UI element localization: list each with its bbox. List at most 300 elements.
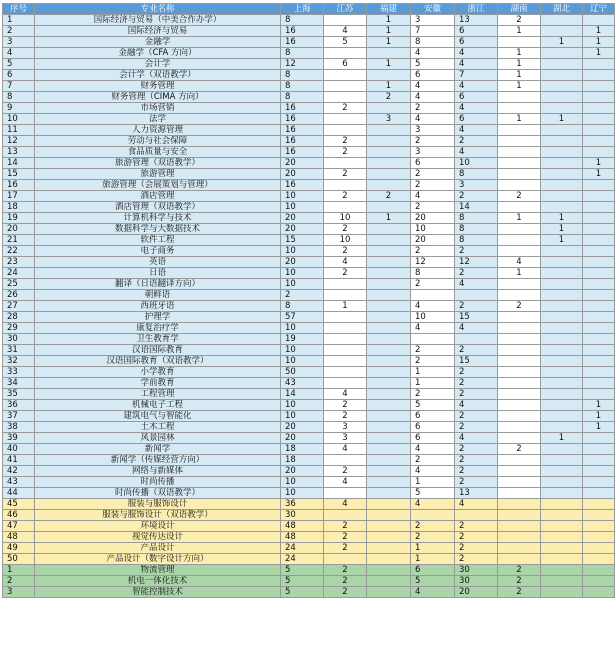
zhejiang-cell — [455, 334, 498, 345]
fujian-cell: 1 — [367, 59, 411, 70]
header-fujian: 福建 — [367, 4, 411, 15]
zhejiang-cell: 8 — [455, 224, 498, 235]
jiangsu-cell — [324, 312, 367, 323]
jiangsu-cell — [324, 345, 367, 356]
jiangsu-cell: 3 — [324, 433, 367, 444]
shanghai-cell: 20 — [281, 224, 324, 235]
hubei-cell: 1 — [541, 224, 583, 235]
anhui-cell: 2 — [411, 532, 455, 543]
jiangsu-cell: 4 — [324, 389, 367, 400]
zhejiang-cell: 2 — [455, 444, 498, 455]
table-row — [3, 334, 615, 345]
jiangsu-cell — [324, 323, 367, 334]
shanghai-cell: 36 — [281, 499, 324, 510]
zhejiang-cell: 2 — [455, 246, 498, 257]
hubei-cell — [541, 246, 583, 257]
liaoning-cell — [583, 257, 615, 268]
row-index-cell: 26 — [3, 290, 35, 301]
zhejiang-cell: 4 — [455, 59, 498, 70]
fujian-cell — [367, 301, 411, 312]
zhejiang-cell: 2 — [455, 191, 498, 202]
hunan-cell — [498, 136, 541, 147]
header-index: 序号 — [3, 4, 35, 15]
major-name-cell: 小学教育 — [35, 367, 281, 378]
table-row — [3, 169, 615, 180]
anhui-cell: 4 — [411, 444, 455, 455]
fujian-cell — [367, 532, 411, 543]
anhui-cell: 20 — [411, 235, 455, 246]
table-row — [3, 433, 615, 444]
jiangsu-cell — [324, 180, 367, 191]
hunan-cell — [498, 521, 541, 532]
hubei-cell — [541, 257, 583, 268]
liaoning-cell — [583, 455, 615, 466]
anhui-cell: 2 — [411, 455, 455, 466]
major-name-cell: 酒店管理 — [35, 191, 281, 202]
hunan-cell — [498, 334, 541, 345]
row-index-cell: 43 — [3, 477, 35, 488]
hubei-cell — [541, 334, 583, 345]
zhejiang-cell: 12 — [455, 257, 498, 268]
liaoning-cell — [583, 554, 615, 565]
jiangsu-cell — [324, 356, 367, 367]
anhui-cell: 6 — [411, 433, 455, 444]
jiangsu-cell — [324, 202, 367, 213]
zhejiang-cell: 6 — [455, 92, 498, 103]
table-row — [3, 466, 615, 477]
fujian-cell: 1 — [367, 37, 411, 48]
major-name-cell: 服装与服饰设计 — [35, 499, 281, 510]
zhejiang-cell: 30 — [455, 565, 498, 576]
hubei-cell — [541, 48, 583, 59]
major-name-cell: 学前教育 — [35, 378, 281, 389]
row-index-cell: 31 — [3, 345, 35, 356]
major-name-cell: 网络与新媒体 — [35, 466, 281, 477]
hunan-cell — [498, 389, 541, 400]
row-index-cell: 8 — [3, 92, 35, 103]
hubei-cell — [541, 532, 583, 543]
table-row — [3, 312, 615, 323]
jiangsu-cell: 4 — [324, 257, 367, 268]
table-row — [3, 378, 615, 389]
fujian-cell — [367, 521, 411, 532]
shanghai-cell: 10 — [281, 246, 324, 257]
table-row — [3, 136, 615, 147]
major-name-cell: 市场营销 — [35, 103, 281, 114]
hubei-cell — [541, 202, 583, 213]
fujian-cell — [367, 543, 411, 554]
hunan-cell — [498, 290, 541, 301]
shanghai-cell: 5 — [281, 576, 324, 587]
table-row — [3, 246, 615, 257]
anhui-cell: 5 — [411, 488, 455, 499]
table-row — [3, 389, 615, 400]
liaoning-cell — [583, 543, 615, 554]
anhui-cell: 6 — [411, 70, 455, 81]
hubei-cell — [541, 345, 583, 356]
hubei-cell — [541, 180, 583, 191]
table-row — [3, 114, 615, 125]
major-name-cell: 时尚传播 — [35, 477, 281, 488]
major-name-cell: 机电一体化技术 — [35, 576, 281, 587]
fujian-cell — [367, 180, 411, 191]
table-row — [3, 15, 615, 26]
shanghai-cell: 16 — [281, 147, 324, 158]
zhejiang-cell: 2 — [455, 466, 498, 477]
hunan-cell: 2 — [498, 587, 541, 598]
hunan-cell: 2 — [498, 444, 541, 455]
row-index-cell: 1 — [3, 15, 35, 26]
hubei-cell — [541, 147, 583, 158]
hunan-cell — [498, 400, 541, 411]
fujian-cell — [367, 444, 411, 455]
hubei-cell — [541, 15, 583, 26]
table-row — [3, 587, 615, 598]
liaoning-cell — [583, 477, 615, 488]
table-row — [3, 158, 615, 169]
shanghai-cell: 10 — [281, 411, 324, 422]
hubei-cell — [541, 367, 583, 378]
shanghai-cell: 14 — [281, 389, 324, 400]
hunan-cell — [498, 367, 541, 378]
hubei-cell — [541, 499, 583, 510]
fujian-cell: 1 — [367, 26, 411, 37]
anhui-cell: 1 — [411, 554, 455, 565]
hubei-cell — [541, 565, 583, 576]
jiangsu-cell: 2 — [324, 169, 367, 180]
liaoning-cell — [583, 70, 615, 81]
shanghai-cell: 48 — [281, 521, 324, 532]
zhejiang-cell: 15 — [455, 312, 498, 323]
anhui-cell: 10 — [411, 224, 455, 235]
anhui-cell — [411, 334, 455, 345]
major-name-cell: 朝鲜语 — [35, 290, 281, 301]
row-index-cell: 33 — [3, 367, 35, 378]
anhui-cell: 1 — [411, 543, 455, 554]
anhui-cell: 1 — [411, 378, 455, 389]
row-index-cell: 17 — [3, 191, 35, 202]
anhui-cell: 2 — [411, 169, 455, 180]
fujian-cell: 2 — [367, 191, 411, 202]
zhejiang-cell: 14 — [455, 202, 498, 213]
liaoning-cell — [583, 367, 615, 378]
row-index-cell: 24 — [3, 268, 35, 279]
anhui-cell: 4 — [411, 81, 455, 92]
table-row — [3, 323, 615, 334]
shanghai-cell: 8 — [281, 301, 324, 312]
zhejiang-cell: 4 — [455, 433, 498, 444]
hubei-cell — [541, 510, 583, 521]
zhejiang-cell: 13 — [455, 488, 498, 499]
anhui-cell: 6 — [411, 565, 455, 576]
major-name-cell: 智能控制技术 — [35, 587, 281, 598]
zhejiang-cell: 2 — [455, 378, 498, 389]
liaoning-cell — [583, 466, 615, 477]
hunan-cell — [498, 312, 541, 323]
hubei-cell: 1 — [541, 114, 583, 125]
table-row — [3, 213, 615, 224]
hunan-cell — [498, 158, 541, 169]
row-index-cell: 30 — [3, 334, 35, 345]
hubei-cell — [541, 543, 583, 554]
shanghai-cell: 10 — [281, 279, 324, 290]
hunan-cell: 1 — [498, 268, 541, 279]
hubei-cell — [541, 125, 583, 136]
fujian-cell — [367, 477, 411, 488]
table-row — [3, 367, 615, 378]
hunan-cell — [498, 411, 541, 422]
shanghai-cell: 20 — [281, 257, 324, 268]
liaoning-cell — [583, 136, 615, 147]
major-name-cell: 建筑电气与智能化 — [35, 411, 281, 422]
table-row — [3, 422, 615, 433]
fujian-cell: 1 — [367, 81, 411, 92]
jiangsu-cell — [324, 114, 367, 125]
row-index-cell: 22 — [3, 246, 35, 257]
shanghai-cell: 8 — [281, 48, 324, 59]
anhui-cell: 5 — [411, 59, 455, 70]
hubei-cell — [541, 521, 583, 532]
hubei-cell — [541, 301, 583, 312]
zhejiang-cell: 4 — [455, 147, 498, 158]
shanghai-cell: 18 — [281, 455, 324, 466]
row-index-cell: 18 — [3, 202, 35, 213]
jiangsu-cell: 3 — [324, 422, 367, 433]
zhejiang-cell: 4 — [455, 103, 498, 114]
row-index-cell: 44 — [3, 488, 35, 499]
fujian-cell — [367, 48, 411, 59]
liaoning-cell — [583, 81, 615, 92]
row-index-cell: 28 — [3, 312, 35, 323]
anhui-cell: 3 — [411, 125, 455, 136]
row-index-cell: 3 — [3, 587, 35, 598]
jiangsu-cell — [324, 367, 367, 378]
jiangsu-cell: 2 — [324, 565, 367, 576]
hubei-cell — [541, 279, 583, 290]
jiangsu-cell: 4 — [324, 499, 367, 510]
liaoning-cell — [583, 444, 615, 455]
anhui-cell: 2 — [411, 521, 455, 532]
shanghai-cell: 20 — [281, 158, 324, 169]
jiangsu-cell: 2 — [324, 246, 367, 257]
zhejiang-cell: 15 — [455, 356, 498, 367]
table-row — [3, 103, 615, 114]
row-index-cell: 49 — [3, 543, 35, 554]
table-row — [3, 532, 615, 543]
jiangsu-cell: 2 — [324, 103, 367, 114]
hubei-cell — [541, 400, 583, 411]
shanghai-cell: 20 — [281, 169, 324, 180]
shanghai-cell: 16 — [281, 125, 324, 136]
zhejiang-cell: 2 — [455, 422, 498, 433]
shanghai-cell: 24 — [281, 543, 324, 554]
table-row — [3, 455, 615, 466]
zhejiang-cell: 2 — [455, 532, 498, 543]
shanghai-cell: 20 — [281, 433, 324, 444]
row-index-cell: 14 — [3, 158, 35, 169]
shanghai-cell: 2 — [281, 290, 324, 301]
zhejiang-cell: 10 — [455, 158, 498, 169]
shanghai-cell: 10 — [281, 477, 324, 488]
shanghai-cell: 16 — [281, 136, 324, 147]
row-index-cell: 12 — [3, 136, 35, 147]
table-row — [3, 521, 615, 532]
zhejiang-cell: 6 — [455, 37, 498, 48]
liaoning-cell: 1 — [583, 48, 615, 59]
major-name-cell: 机械电子工程 — [35, 400, 281, 411]
hunan-cell — [498, 543, 541, 554]
zhejiang-cell: 20 — [455, 587, 498, 598]
zhejiang-cell: 8 — [455, 169, 498, 180]
shanghai-cell: 8 — [281, 70, 324, 81]
zhejiang-cell: 2 — [455, 389, 498, 400]
major-name-cell: 金融学（CFA 方向） — [35, 48, 281, 59]
zhejiang-cell: 2 — [455, 268, 498, 279]
header-anhui: 安徽 — [411, 4, 455, 15]
hunan-cell — [498, 554, 541, 565]
table-row — [3, 400, 615, 411]
table-body — [3, 15, 615, 598]
zhejiang-cell: 4 — [455, 279, 498, 290]
liaoning-cell — [583, 356, 615, 367]
row-index-cell: 39 — [3, 433, 35, 444]
hunan-cell — [498, 279, 541, 290]
hunan-cell — [498, 378, 541, 389]
jiangsu-cell: 1 — [324, 301, 367, 312]
row-index-cell: 11 — [3, 125, 35, 136]
zhejiang-cell: 6 — [455, 114, 498, 125]
shanghai-cell: 5 — [281, 587, 324, 598]
fujian-cell — [367, 70, 411, 81]
fujian-cell — [367, 257, 411, 268]
major-name-cell: 产品设计（数字设计方向） — [35, 554, 281, 565]
anhui-cell: 2 — [411, 136, 455, 147]
liaoning-cell: 1 — [583, 158, 615, 169]
shanghai-cell: 15 — [281, 235, 324, 246]
fujian-cell — [367, 290, 411, 301]
anhui-cell: 2 — [411, 180, 455, 191]
shanghai-cell: 20 — [281, 466, 324, 477]
jiangsu-cell — [324, 510, 367, 521]
row-index-cell: 45 — [3, 499, 35, 510]
anhui-cell: 6 — [411, 411, 455, 422]
liaoning-cell — [583, 191, 615, 202]
fujian-cell — [367, 103, 411, 114]
header-hubei: 湖北 — [541, 4, 583, 15]
shanghai-cell: 19 — [281, 334, 324, 345]
anhui-cell: 4 — [411, 48, 455, 59]
shanghai-cell: 16 — [281, 37, 324, 48]
fujian-cell — [367, 411, 411, 422]
shanghai-cell: 10 — [281, 356, 324, 367]
table-row — [3, 356, 615, 367]
table-header-row — [3, 4, 615, 15]
hubei-cell — [541, 466, 583, 477]
zhejiang-cell: 30 — [455, 576, 498, 587]
fujian-cell — [367, 158, 411, 169]
major-name-cell: 新闻学（传媒经营方向） — [35, 455, 281, 466]
table-row — [3, 565, 615, 576]
hubei-cell — [541, 268, 583, 279]
row-index-cell: 20 — [3, 224, 35, 235]
enrollment-plan-table — [2, 3, 615, 598]
fujian-cell — [367, 356, 411, 367]
jiangsu-cell — [324, 81, 367, 92]
hubei-cell — [541, 312, 583, 323]
fujian-cell — [367, 367, 411, 378]
hubei-cell — [541, 576, 583, 587]
major-name-cell: 旅游管理 — [35, 169, 281, 180]
hunan-cell — [498, 466, 541, 477]
anhui-cell: 4 — [411, 301, 455, 312]
fujian-cell — [367, 455, 411, 466]
shanghai-cell: 43 — [281, 378, 324, 389]
liaoning-cell: 1 — [583, 400, 615, 411]
hunan-cell — [498, 488, 541, 499]
anhui-cell: 4 — [411, 499, 455, 510]
major-name-cell: 风景园林 — [35, 433, 281, 444]
anhui-cell: 4 — [411, 587, 455, 598]
table-row — [3, 290, 615, 301]
header-shanghai: 上海 — [281, 4, 324, 15]
major-name-cell: 土木工程 — [35, 422, 281, 433]
fujian-cell — [367, 422, 411, 433]
row-index-cell: 50 — [3, 554, 35, 565]
jiangsu-cell: 2 — [324, 147, 367, 158]
liaoning-cell — [583, 345, 615, 356]
hunan-cell: 2 — [498, 565, 541, 576]
row-index-cell: 23 — [3, 257, 35, 268]
table-row — [3, 147, 615, 158]
major-name-cell: 汉语国际教育 — [35, 345, 281, 356]
row-index-cell: 2 — [3, 576, 35, 587]
liaoning-cell — [583, 180, 615, 191]
table-row — [3, 81, 615, 92]
liaoning-cell: 1 — [583, 37, 615, 48]
anhui-cell: 1 — [411, 367, 455, 378]
fujian-cell — [367, 488, 411, 499]
hunan-cell — [498, 125, 541, 136]
jiangsu-cell: 2 — [324, 587, 367, 598]
hubei-cell: 1 — [541, 235, 583, 246]
jiangsu-cell: 2 — [324, 411, 367, 422]
row-index-cell: 40 — [3, 444, 35, 455]
row-index-cell: 15 — [3, 169, 35, 180]
shanghai-cell: 10 — [281, 191, 324, 202]
hunan-cell — [498, 103, 541, 114]
hubei-cell: 1 — [541, 433, 583, 444]
anhui-cell: 4 — [411, 114, 455, 125]
jiangsu-cell: 2 — [324, 521, 367, 532]
major-name-cell: 物流管理 — [35, 565, 281, 576]
row-index-cell: 41 — [3, 455, 35, 466]
row-index-cell: 47 — [3, 521, 35, 532]
jiangsu-cell — [324, 48, 367, 59]
hubei-cell — [541, 59, 583, 70]
table-row — [3, 125, 615, 136]
shanghai-cell: 30 — [281, 510, 324, 521]
shanghai-cell: 20 — [281, 213, 324, 224]
jiangsu-cell — [324, 125, 367, 136]
hubei-cell — [541, 587, 583, 598]
anhui-cell: 8 — [411, 268, 455, 279]
fujian-cell — [367, 433, 411, 444]
hubei-cell — [541, 92, 583, 103]
shanghai-cell: 16 — [281, 26, 324, 37]
liaoning-cell — [583, 323, 615, 334]
hubei-cell — [541, 158, 583, 169]
zhejiang-cell: 7 — [455, 70, 498, 81]
